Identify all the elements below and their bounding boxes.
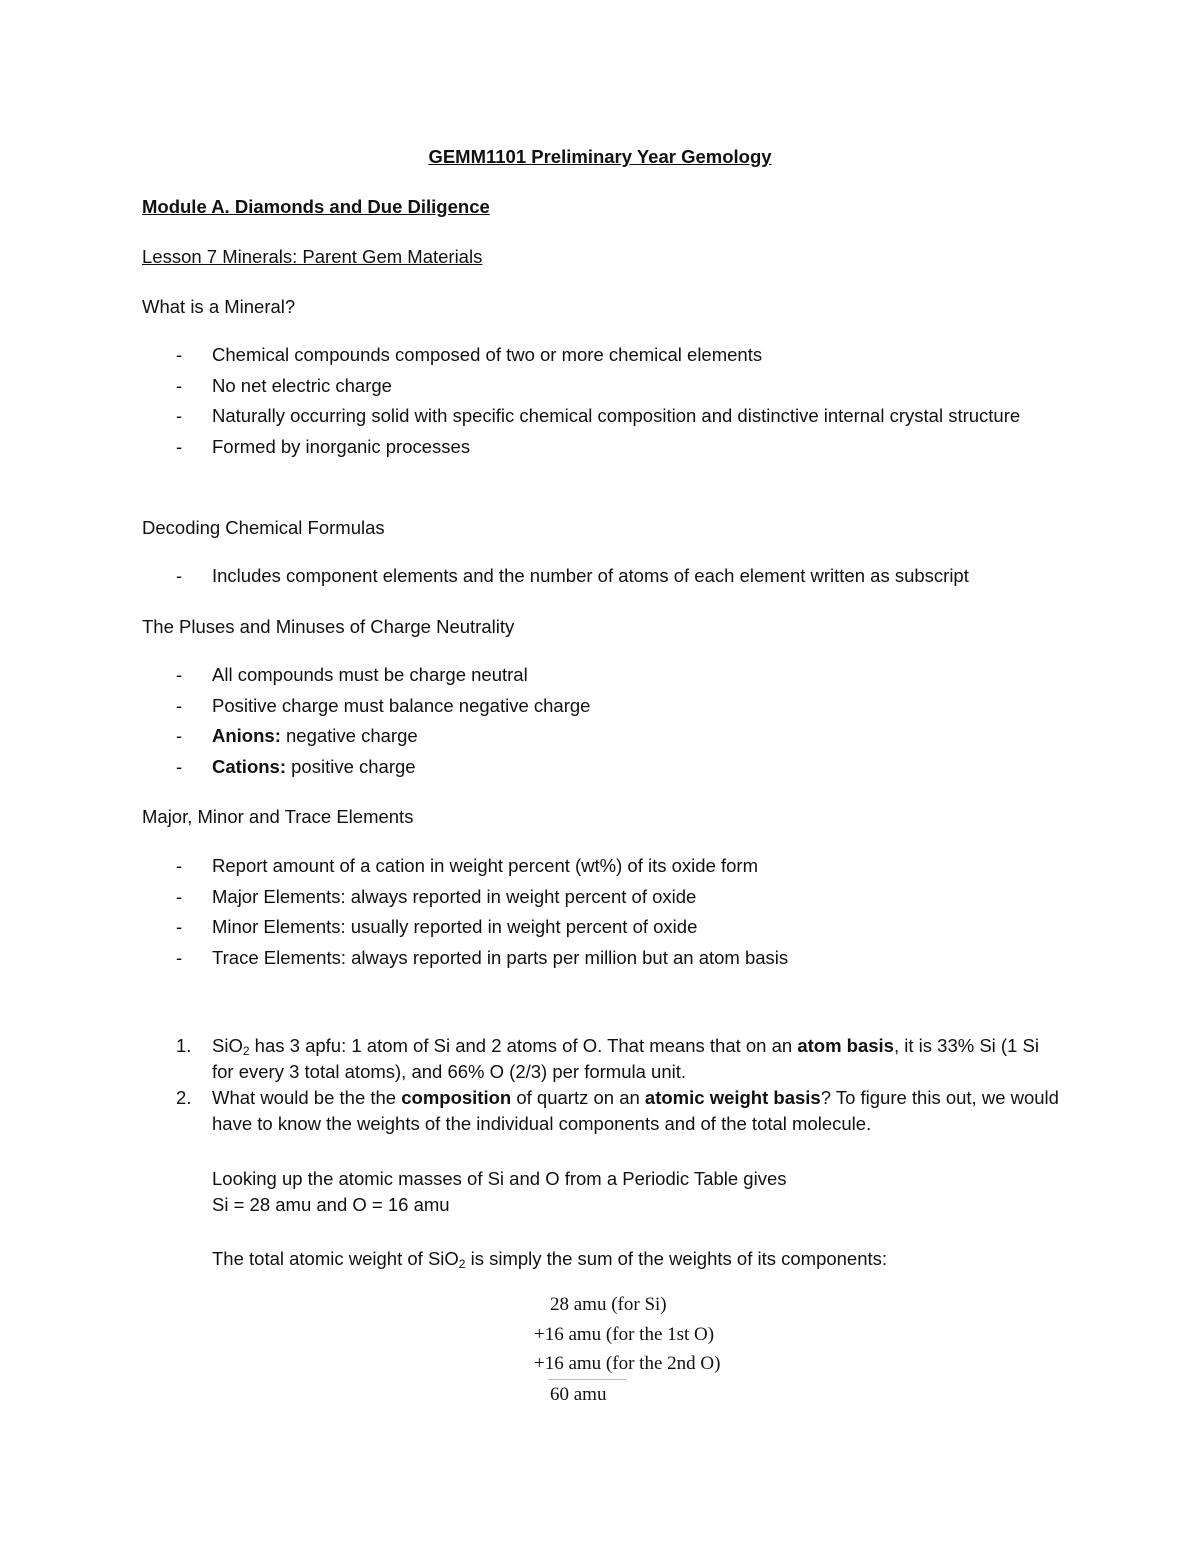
list-item: - Major Elements: always reported in weight percent of oxide bbox=[142, 882, 1062, 913]
calc-line-o1: +16 amu (for the 1st O) bbox=[534, 1323, 715, 1345]
charge-list bbox=[142, 660, 1062, 782]
anions-term: Anions: bbox=[212, 725, 281, 746]
list-item: - All compounds must be charge neutral bbox=[142, 660, 1062, 691]
numbered-item-2 bbox=[142, 1085, 1062, 1137]
numbered-item-1 bbox=[142, 1033, 1062, 1085]
section-heading-elements: Major, Minor and Trace Elements bbox=[142, 806, 414, 827]
list-item: - Positive charge must balance negative charge bbox=[142, 691, 1062, 722]
list-marker: 2. bbox=[176, 1087, 192, 1108]
document-title: GEMM1101 Preliminary Year Gemology bbox=[428, 146, 772, 167]
cations-term: Cations: bbox=[212, 755, 286, 777]
item-text: of quartz on an bbox=[511, 1087, 645, 1108]
total-text: The total atomic weight of SiO bbox=[212, 1248, 459, 1269]
module-heading: Module A. Diamonds and Due Diligence bbox=[142, 196, 490, 217]
list-item: - Includes component elements and the number of atoms of each element written as subscript bbox=[142, 561, 1062, 592]
item-text: , it is 33% Si (1 Si for every 3 total atoms), and 66% O (2/3) per formula unit. bbox=[212, 1035, 1039, 1082]
list-item: - Report amount of a cation in weight percent (wt%) of its oxide form bbox=[142, 851, 1062, 882]
cations-text: positive charge bbox=[286, 755, 416, 777]
list-item-cations bbox=[142, 752, 1062, 783]
bold-term: composition bbox=[401, 1087, 512, 1108]
total-weight-line bbox=[212, 1246, 887, 1272]
lookup-line-1: Looking up the atomic masses of Si and O from a Periodic Table gives bbox=[212, 1168, 787, 1189]
formula-sio2: SiO bbox=[212, 1035, 243, 1056]
anions-text: negative charge bbox=[280, 725, 418, 746]
bold-term: atom basis bbox=[797, 1035, 894, 1056]
item-text: What would be the the bbox=[212, 1087, 402, 1108]
calc-line-si: 28 amu (for Si) bbox=[550, 1294, 667, 1315]
numbered-list bbox=[142, 1033, 1062, 1137]
bold-term: atomic weight basis bbox=[644, 1087, 821, 1108]
section-heading-mineral: What is a Mineral? bbox=[142, 296, 296, 317]
calc-line-o2: +16 amu (for the 2nd O) bbox=[534, 1353, 721, 1374]
calc-result: 60 amu bbox=[550, 1383, 607, 1405]
item-text: has 3 apfu: 1 atom of Si and 2 atoms of O. That means that on an bbox=[249, 1035, 798, 1056]
formulas-list bbox=[142, 561, 1062, 592]
item-text: ? To figure this out, we would have to know the weights of the individual components and of the total molecule. bbox=[212, 1087, 1059, 1134]
mineral-list bbox=[142, 340, 1062, 462]
list-item-anions bbox=[142, 721, 1062, 752]
section-heading-formulas: Decoding Chemical Formulas bbox=[142, 517, 385, 538]
list-item: - Trace Elements: always reported in parts per million but an atom basis bbox=[142, 943, 1062, 974]
list-item: - Formed by inorganic processes bbox=[142, 432, 1062, 463]
weight-calculation bbox=[534, 1290, 720, 1409]
elements-list bbox=[142, 851, 1062, 973]
list-item: - Naturally occurring solid with specific chemical composition and distinctive internal crystal structure bbox=[142, 401, 1062, 432]
lesson-heading: Lesson 7 Minerals: Parent Gem Materials bbox=[142, 246, 483, 267]
formula-subscript: 2 bbox=[458, 1257, 466, 1271]
list-marker: 1. bbox=[176, 1035, 192, 1056]
list-item: - Chemical compounds composed of two or more chemical elements bbox=[142, 340, 1062, 371]
total-text: is simply the sum of the weights of its components: bbox=[465, 1248, 888, 1269]
formula-subscript: 2 bbox=[242, 1044, 250, 1058]
list-item: - Minor Elements: usually reported in weight percent of oxide bbox=[142, 912, 1062, 943]
lookup-line-2: Si = 28 amu and O = 16 amu bbox=[212, 1194, 450, 1215]
list-item: - No net electric charge bbox=[142, 371, 1062, 402]
section-heading-charge: The Pluses and Minuses of Charge Neutrality bbox=[142, 616, 515, 637]
